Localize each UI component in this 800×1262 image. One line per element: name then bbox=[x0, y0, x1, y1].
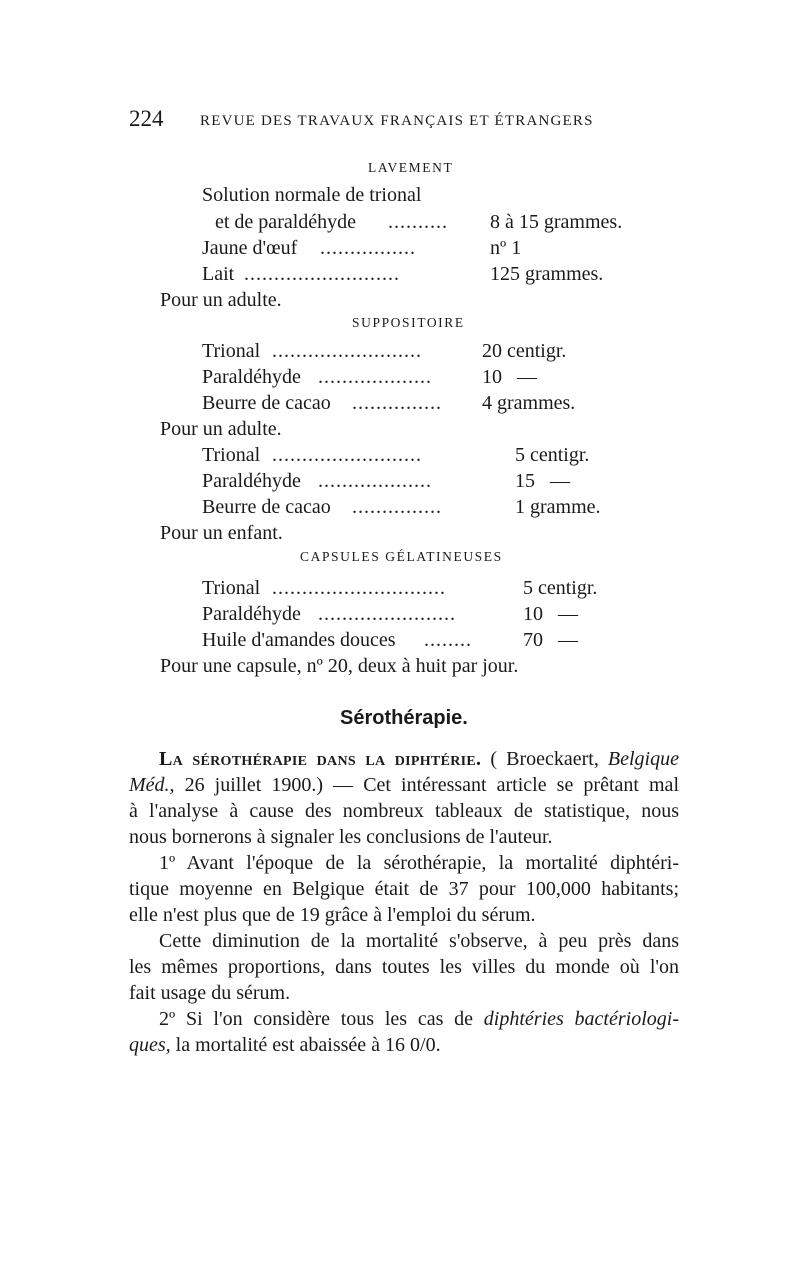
dot-leader: ............... bbox=[352, 496, 442, 518]
capsules-row-label: Paraldéhyde bbox=[202, 603, 301, 625]
section-title-serotherapie: Sérothérapie. bbox=[340, 707, 468, 729]
suppositoire-row-label: Beurre de cacao bbox=[202, 496, 331, 518]
suppositoire-row-value: 4 grammes. bbox=[482, 392, 576, 414]
suppositoire-row-value: 1 gramme. bbox=[515, 496, 601, 518]
lavement-note: Pour un adulte. bbox=[160, 289, 282, 311]
lavement-row-value: 8 à 15 grammes. bbox=[490, 211, 623, 233]
dot-leader: ................... bbox=[318, 366, 432, 388]
paragraph-line bbox=[129, 746, 679, 772]
dot-leader: .......................... bbox=[244, 263, 400, 285]
suppositoire-row-value: 10 — bbox=[482, 366, 537, 388]
suppositoire-note: Pour un adulte. bbox=[160, 418, 282, 440]
journal-name: Belgique bbox=[607, 748, 679, 770]
paragraph-line bbox=[129, 1032, 679, 1058]
suppositoire-row-label: Paraldéhyde bbox=[202, 366, 301, 388]
suppositoire-row-label: Beurre de cacao bbox=[202, 392, 331, 414]
suppositoire-row-value: 15 — bbox=[515, 470, 570, 492]
lavement-row-value: nº 1 bbox=[490, 237, 522, 259]
dot-leader: ................ bbox=[320, 237, 416, 259]
dot-leader: ......................... bbox=[272, 444, 422, 466]
dot-leader: ................... bbox=[318, 470, 432, 492]
paragraph-line: Cette diminution de la mortalité s'observe, à peu près dans bbox=[159, 930, 679, 952]
suppositoire-row-value: 20 centigr. bbox=[482, 340, 567, 362]
paragraph-text: la mortalité est abaissée à 16 0/0. bbox=[170, 1034, 441, 1056]
citation-text: ( Broeckaert, bbox=[481, 748, 608, 770]
dot-leader: ............... bbox=[352, 392, 442, 414]
dot-leader: .......... bbox=[388, 211, 448, 233]
running-title: REVUE DES TRAVAUX FRANÇAIS ET ÉTRANGERS bbox=[200, 113, 594, 129]
suppositoire-note: Pour un enfant. bbox=[160, 522, 283, 544]
lavement-row-label: Lait bbox=[202, 263, 235, 285]
paragraph-4 bbox=[129, 1006, 679, 1058]
paragraph-line bbox=[129, 1006, 679, 1032]
dot-leader: ........ bbox=[424, 629, 472, 651]
capsules-row-value: 10 — bbox=[523, 603, 578, 625]
capsules-note: Pour une capsule, nº 20, deux à huit par jour. bbox=[160, 655, 519, 677]
citation-text: 26 juillet 1900.) — Cet intéressant article se prêtant mal bbox=[174, 774, 679, 796]
paragraph-line: nous bornerons à signaler les conclusions de l'auteur. bbox=[129, 826, 553, 848]
section-heading-lavement: LAVEMENT bbox=[368, 160, 454, 175]
lavement-row-value: 125 grammes. bbox=[490, 263, 604, 285]
paragraph-3 bbox=[129, 928, 679, 1006]
paragraph-line: fait usage du sérum. bbox=[129, 982, 291, 1004]
paragraph-line: elle n'est plus que de 19 grâce à l'emploi du sérum. bbox=[129, 904, 536, 926]
italic-term: ques, bbox=[129, 1034, 171, 1056]
dot-leader: ....................... bbox=[318, 603, 456, 625]
lavement-line: Solution normale de trional bbox=[202, 184, 422, 206]
capsules-row-label: Trional bbox=[202, 577, 261, 599]
paragraph-line: tique moyenne en Belgique était de 37 pour 100,000 habitants; bbox=[129, 878, 679, 900]
section-heading-suppositoire: SUPPOSITOIRE bbox=[352, 315, 465, 330]
capsules-row-label: Huile d'amandes douces bbox=[202, 629, 396, 651]
paragraph-text: 2º Si l'on considère tous les cas de bbox=[159, 1008, 484, 1030]
page-number: 224 bbox=[129, 106, 164, 131]
paragraph-line: les mêmes proportions, dans toutes les villes du monde où l'on bbox=[129, 956, 679, 978]
paragraph-line: à l'analyse à cause des nombreux tableaux de statistique, nous bbox=[129, 800, 679, 822]
capsules-row-value: 5 centigr. bbox=[523, 577, 598, 599]
dot-leader: ......................... bbox=[272, 340, 422, 362]
suppositoire-row-label: Trional bbox=[202, 444, 261, 466]
paragraph-2 bbox=[129, 850, 679, 928]
section-heading-capsules: CAPSULES GÉLATINEUSES bbox=[300, 549, 503, 564]
suppositoire-row-value: 5 centigr. bbox=[515, 444, 590, 466]
paragraph-1 bbox=[129, 746, 679, 850]
suppositoire-row-label: Trional bbox=[202, 340, 261, 362]
lavement-row-label: et de paraldéhyde bbox=[215, 211, 357, 233]
italic-term: diphtéries bactériologi- bbox=[483, 1008, 679, 1030]
paragraph-line bbox=[129, 772, 679, 798]
dot-leader: ............................. bbox=[272, 577, 446, 599]
paragraph-line: 1º Avant l'époque de la sérothérapie, la mortalité diphtéri- bbox=[159, 852, 679, 874]
lavement-row-label: Jaune d'œuf bbox=[202, 237, 298, 259]
suppositoire-row-label: Paraldéhyde bbox=[202, 470, 301, 492]
capsules-row-value: 70 — bbox=[523, 629, 578, 651]
article-lead-title: La sérothérapie dans la diphtérie. bbox=[159, 748, 482, 770]
journal-name: Méd., bbox=[129, 774, 175, 796]
